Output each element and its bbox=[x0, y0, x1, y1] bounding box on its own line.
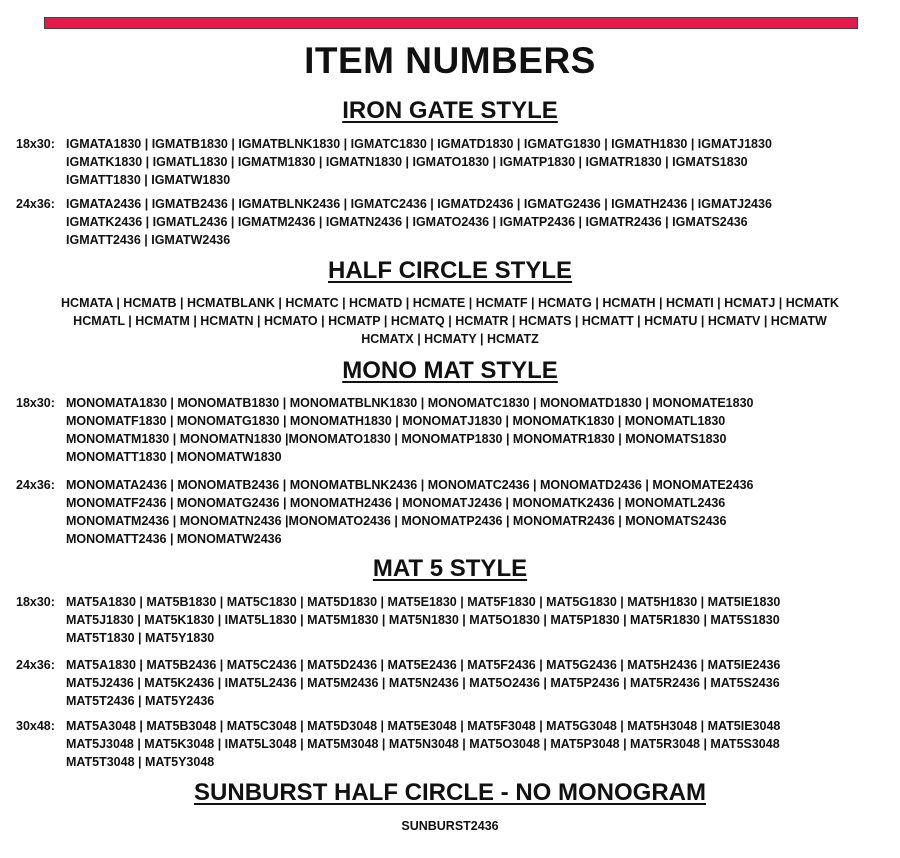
half-circle-item-list: HCMATA | HCMATB | HCMATBLANK | HCMATC | HCMATD | HCMATE | HCMATF | HCMATG | HCMATH | HCMATI | HCMATJ | HCMATK HCMATL | HCMATM | HCMATN | HCMATO | HCMATP | HCMATQ | HCMATR | HCMATS | HCMATT | HCMATU | HCMATV | HCMATW HCMATX | HCMATY | HCMATZ bbox=[61, 296, 839, 346]
mat5-30x48-group bbox=[16, 717, 886, 771]
half-circle-heading: HALF CIRCLE STYLE bbox=[328, 257, 572, 284]
size-label: 24x36: bbox=[16, 197, 55, 211]
sunburst-heading: SUNBURST HALF CIRCLE - NO MONOGRAM bbox=[194, 779, 706, 806]
mono-mat-18x30-group bbox=[16, 394, 886, 466]
item-list: IGMATA1830 | IGMATB1830 | IGMATBLNK1830 | IGMATC1830 | IGMATD1830 | IGMATG1830 | IGMATH1830 | IGMATJ1830 IGMATK1830 | IGMATL1830 | IGMATM1830 | IGMATN1830 | IGMATO1830 | IGMATP1830 | IGMATR1830 | IGMATS1830 IGMATT1830 | IGMATW1830 bbox=[66, 137, 772, 187]
iron-gate-18x30-group bbox=[16, 135, 886, 189]
mat5-24x36-group bbox=[16, 656, 886, 710]
iron-gate-24x36-group bbox=[16, 195, 886, 249]
size-label: 18x30: bbox=[16, 137, 55, 151]
item-list: MAT5A1830 | MAT5B2436 | MAT5C2436 | MAT5D2436 | MAT5E2436 | MAT5F2436 | MAT5G2436 | MAT5H2436 | MAT5IE2436 MAT5J2436 | MAT5K2436 | IMAT5L2436 | MAT5M2436 | MAT5N2436 | MAT5O2436 | MAT5P2436 | MAT5R2436 | MAT5S2436 MAT5T2436 | MAT5Y2436 bbox=[66, 658, 781, 708]
item-list: MONOMATA1830 | MONOMATB1830 | MONOMATBLNK1830 | MONOMATC1830 | MONOMATD1830 | MONOMATE1830 MONOMATF1830 | MONOMATG1830 | MONOMATH1830 | MONOMATJ1830 | MONOMATK1830 | MONOMATL1830 MONOMATM1830 | MONOMATN1830 |MONOMATO1830 | MONOMATP1830 | MONOMATR1830 | MONOMATS1830 MONOMATT1830 | MONOMATW1830 bbox=[66, 396, 754, 464]
item-list: MONOMATA2436 | MONOMATB2436 | MONOMATBLNK2436 | MONOMATC2436 | MONOMATD2436 | MONOMATE2436 MONOMATF2436 | MONOMATG2436 | MONOMATH2436 | MONOMATJ2436 | MONOMATK2436 | MONOMATL2436 MONOMATM2436 | MONOMATN2436 |MONOMATO2436 | MONOMATP2436 | MONOMATR2436 | MONOMATS2436 MONOMATT2436 | MONOMATW2436 bbox=[66, 478, 754, 546]
mat5-18x30-group bbox=[16, 593, 886, 647]
size-label: 24x36: bbox=[16, 478, 55, 492]
size-label: 18x30: bbox=[16, 396, 55, 410]
mono-mat-24x36-group bbox=[16, 476, 886, 548]
size-label: 18x30: bbox=[16, 595, 55, 609]
mono-mat-heading: MONO MAT STYLE bbox=[342, 357, 558, 384]
mat5-heading: MAT 5 STYLE bbox=[372, 555, 528, 582]
item-list: MAT5A3048 | MAT5B3048 | MAT5C3048 | MAT5D3048 | MAT5E3048 | MAT5F3048 | MAT5G3048 | MAT5H3048 | MAT5IE3048 MAT5J3048 | MAT5K3048 | IMAT5L3048 | MAT5M3048 | MAT5N3048 | MAT5O3048 | MAT5P3048 | MAT5R3048 | MAT5S3048 MAT5T3048 | MAT5Y3048 bbox=[66, 719, 781, 769]
size-label: 24x36: bbox=[16, 658, 55, 672]
page-title: ITEM NUMBERS bbox=[304, 40, 596, 81]
item-list: MAT5A1830 | MAT5B1830 | MAT5C1830 | MAT5D1830 | MAT5E1830 | MAT5F1830 | MAT5G1830 | MAT5H1830 | MAT5IE1830 MAT5J1830 | MAT5K1830 | IMAT5L1830 | MAT5M1830 | MAT5N1830 | MAT5O1830 | MAT5P1830 | MAT5R1830 | MAT5S1830 MAT5T1830 | MAT5Y1830 bbox=[66, 595, 781, 645]
item-list: IGMATA2436 | IGMATB2436 | IGMATBLNK2436 | IGMATC2436 | IGMATD2436 | IGMATG2436 | IGMATH2436 | IGMATJ2436 IGMATK2436 | IGMATL2436 | IGMATM2436 | IGMATN2436 | IGMATO2436 | IGMATP2436 | IGMATR2436 | IGMATS2436 IGMATT2436 | IGMATW2436 bbox=[66, 197, 772, 247]
size-label: 30x48: bbox=[16, 719, 55, 733]
iron-gate-heading: IRON GATE STYLE bbox=[342, 97, 558, 124]
sunburst-item-list: SUNBURST2436 bbox=[401, 819, 499, 833]
top-accent-bar bbox=[44, 17, 858, 29]
